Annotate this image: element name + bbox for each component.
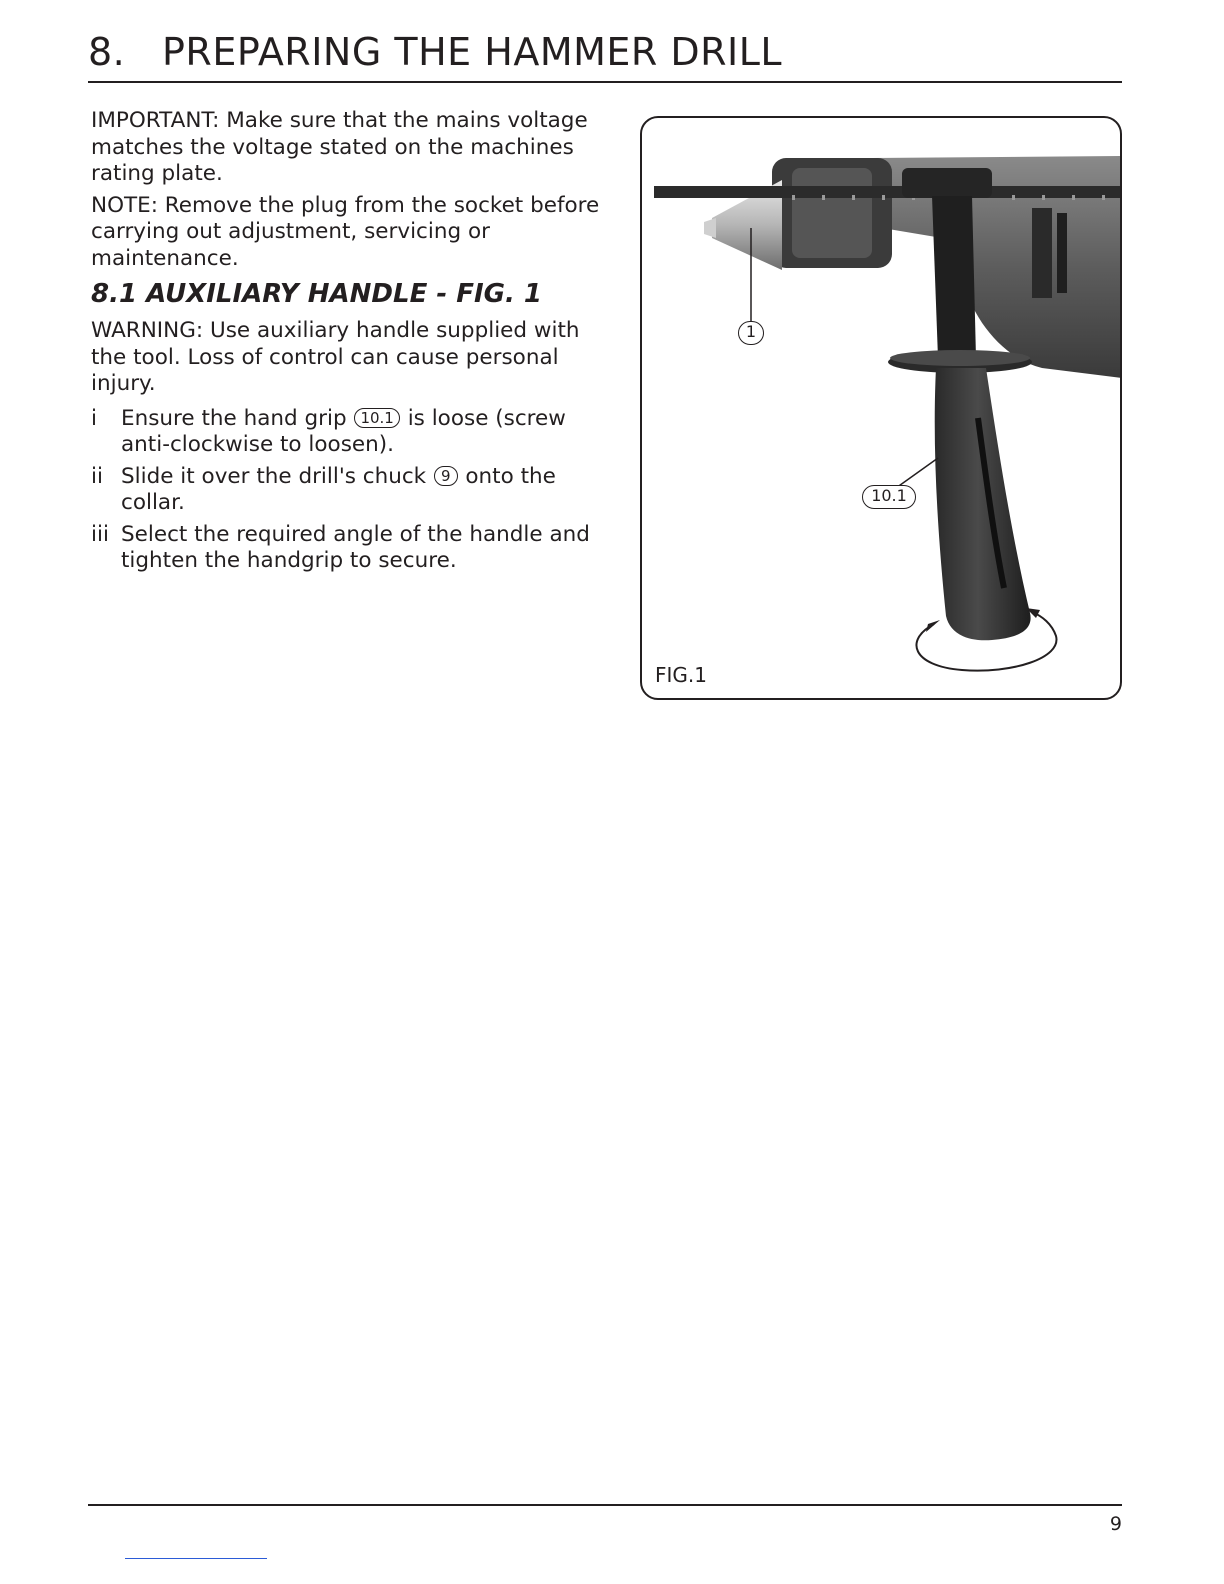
- step-text: [121, 464, 611, 517]
- reference-badge: 9: [434, 466, 458, 486]
- reference-badge: 10.1: [354, 408, 399, 428]
- figure-1: [640, 116, 1122, 700]
- vent-slots: [1032, 208, 1052, 298]
- step-list: [91, 406, 611, 575]
- step-text-before: Slide it over the drill's chuck: [121, 463, 427, 489]
- page-number: 9: [1109, 1513, 1122, 1535]
- depth-rod: [654, 186, 1120, 198]
- callout-leader: [896, 458, 938, 488]
- step-text: Select the required angle of the handle and tighten the handgrip to secure.: [121, 521, 590, 573]
- warning-notice: WARNING: Use auxiliary handle supplied with the tool. Loss of control can cause personal injury.: [91, 318, 580, 396]
- handle-neck: [932, 196, 976, 358]
- step-item: [91, 464, 611, 517]
- important-notice: IMPORTANT: Make sure that the mains voltage matches the voltage stated on the machines rating plate.: [91, 108, 588, 186]
- section-heading: 8.1 AUXILIARY HANDLE - FIG. 1: [91, 279, 543, 309]
- step-item: [91, 522, 611, 575]
- callout-badge: 10.1: [862, 485, 916, 509]
- step-text-after: is loose (screw anti-clockwise to loosen).: [121, 405, 566, 457]
- link-underline: [125, 1558, 267, 1559]
- section-number: 8.: [88, 30, 126, 74]
- handle-grip: [935, 368, 1031, 640]
- step-number: iii: [91, 521, 109, 547]
- title-divider: [88, 81, 1122, 83]
- drill-illustration: [642, 118, 1120, 698]
- step-item: [91, 406, 611, 459]
- footer-divider: [88, 1504, 1122, 1506]
- step-number: ii: [91, 463, 103, 489]
- note-notice: NOTE: Remove the plug from the socket before carrying out adjustment, servicing or maintenance.: [91, 192, 600, 271]
- figure-caption: FIG.1: [655, 663, 707, 687]
- callout-badge: 1: [738, 321, 764, 345]
- step-text: [121, 406, 611, 459]
- step-text-before: Ensure the hand grip: [121, 405, 347, 431]
- page-title: [88, 28, 782, 76]
- body-column: [91, 108, 611, 580]
- section-title: PREPARING THE HAMMER DRILL: [162, 30, 783, 74]
- step-text-after: onto the collar.: [121, 463, 556, 515]
- step-number: i: [91, 405, 97, 431]
